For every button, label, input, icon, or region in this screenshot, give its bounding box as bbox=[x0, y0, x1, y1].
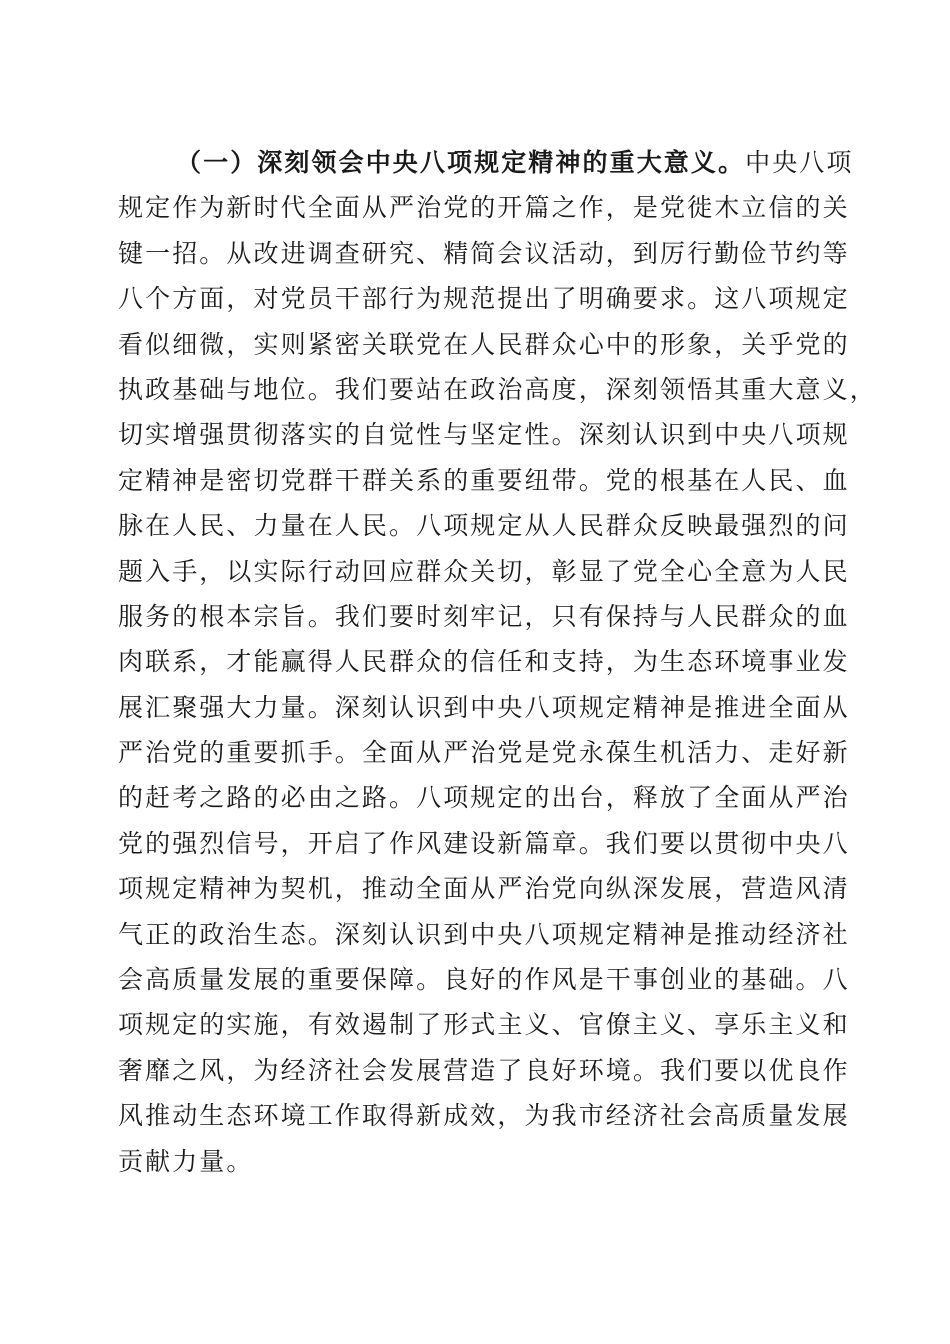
text-line: 贡献力量。 bbox=[118, 1146, 254, 1176]
text-line: 八个方面，对党员干部行为规范提出了明确要求。这八项规定 bbox=[118, 284, 850, 314]
text-line: 气正的政治生态。深刻认识到中央八项规定精神是推动经济社 bbox=[118, 919, 850, 949]
text-line: 题入手，以实际行动回应群众关切，彰显了党全心全意为人民 bbox=[118, 556, 850, 586]
text-line: 严治党的重要抓手。全面从严治党是党永葆生机活力、走好新 bbox=[118, 738, 850, 768]
text-line: 规定作为新时代全面从严治党的开篇之作，是党徙木立信的关 bbox=[118, 193, 850, 223]
text-line: 执政基础与地位。我们要站在政治高度，深刻领悟其重大意义， bbox=[118, 374, 877, 404]
text-line: 项规定精神为契机，推动全面从严治党向纵深发展，营造风清 bbox=[118, 874, 850, 904]
text-line: 的赶考之路的必由之路。八项规定的出台，释放了全面从严治 bbox=[118, 783, 850, 813]
text-line: 键一招。从改进调查研究、精简会议活动，到厉行勤俭节约等 bbox=[118, 238, 850, 268]
text-line: 切实增强贯彻落实的自觉性与坚定性。深刻认识到中央八项规 bbox=[118, 420, 850, 450]
text-line: 党的强烈信号，开启了作风建设新篇章。我们要以贯彻中央八 bbox=[118, 828, 850, 858]
text-line: 看似细微，实则紧密关联党在人民群众心中的形象，关乎党的 bbox=[118, 329, 850, 359]
text-line: 奢靡之风，为经济社会发展营造了良好环境。我们要以优良作 bbox=[118, 1055, 850, 1085]
text-line: 展汇聚强大力量。深刻认识到中央八项规定精神是推进全面从 bbox=[118, 692, 850, 722]
paragraph-first-line bbox=[118, 140, 854, 185]
text-line: 会高质量发展的重要保障。良好的作风是干事创业的基础。八 bbox=[118, 965, 850, 995]
text-line: 项规定的实施，有效遏制了形式主义、官僚主义、享乐主义和 bbox=[118, 1010, 850, 1040]
text-line: 服务的根本宗旨。我们要时刻牢记，只有保持与人民群众的血 bbox=[118, 601, 850, 631]
text-line: 脉在人民、力量在人民。八项规定从人民群众反映最强烈的问 bbox=[118, 511, 850, 541]
text-line: 风推动生态环境工作取得新成效，为我市经济社会高质量发展 bbox=[118, 1101, 850, 1131]
body-paragraph bbox=[118, 140, 877, 1184]
section-heading: （一）深刻领会中央八项规定精神的重大意义。 bbox=[176, 148, 746, 177]
text-line: 定精神是密切党群干群关系的重要纽带。党的根基在人民、血 bbox=[118, 465, 850, 495]
text-line: 肉联系，才能赢得人民群众的信任和支持，为生态环境事业发 bbox=[118, 647, 850, 677]
text-line: 中央八项 bbox=[745, 148, 854, 177]
